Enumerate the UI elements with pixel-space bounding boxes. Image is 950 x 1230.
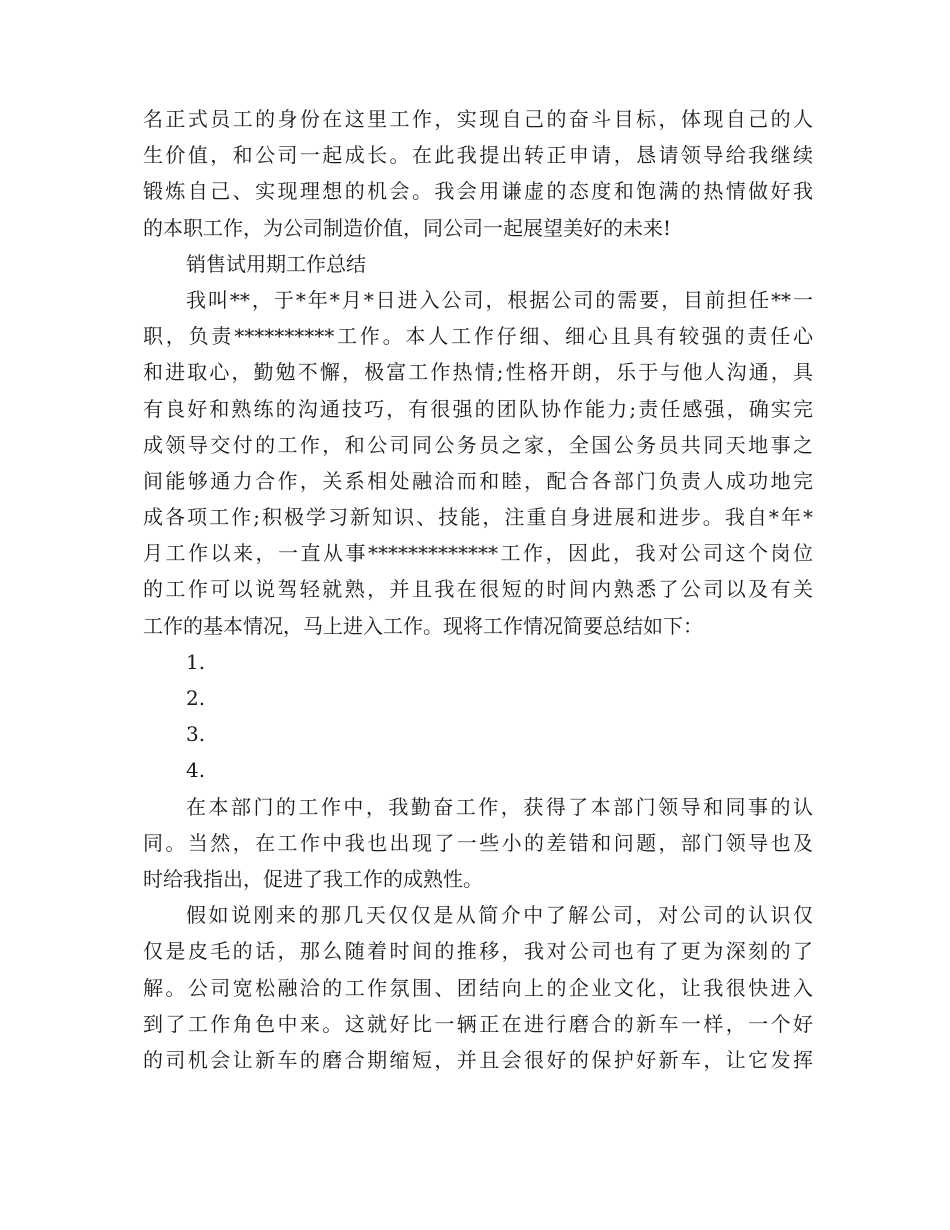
paragraph-line: 时给我指出，促进了我工作的成熟性。 <box>143 866 483 891</box>
paragraph-line: 有良好和熟练的沟通技巧，有很强的团队协作能力;责任感强，确实完 <box>143 396 813 421</box>
paragraph-line: 和进取心，勤勉不懈，极富工作热情;性格开朗，乐于与他人沟通，具 <box>143 360 813 385</box>
paragraph-line: 生价值，和公司一起成长。在此我提出转正申请，恳请领导给我继续 <box>143 143 813 168</box>
paragraph-line: 仅是皮毛的话，那么随着时间的推移，我对公司也有了更为深刻的了 <box>143 939 813 964</box>
paragraph-line: 假如说刚来的那几天仅仅是从简介中了解公司，对公司的认识仅 <box>186 903 813 928</box>
paragraph-line: 到了工作角色中来。这就好比一辆正在进行磨合的新车一样，一个好 <box>143 1011 813 1036</box>
paragraph-line: 的司机会让新车的磨合期缩短，并且会很好的保护好新车，让它发挥 <box>143 1047 813 1072</box>
paragraph-line: 在本部门的工作中，我勤奋工作，获得了本部门领导和同事的认 <box>186 794 813 819</box>
paragraph-line: 名正式员工的身份在这里工作，实现自己的奋斗目标，体现自己的人 <box>143 107 813 131</box>
paragraph-line: 的工作可以说驾轻就熟，并且我在很短的时间内熟悉了公司以及有关 <box>143 577 813 602</box>
paragraph-line: 锻炼自己、实现理想的机会。我会用谦虚的态度和饱满的热情做好我 <box>143 179 813 204</box>
paragraph-line: 解。公司宽松融洽的工作氛围、团结向上的企业文化，让我很快进入 <box>143 975 813 1000</box>
section-title: 销售试用期工作总结 <box>186 251 366 276</box>
paragraph-line: 成领导交付的工作，和公司同公务员之家，全国公务员共同天地事之 <box>143 432 813 457</box>
list-item: 4. <box>186 758 206 783</box>
paragraph-line: 月工作以来，一直从事*************工作，因此，我对公司这个岗位 <box>143 541 813 566</box>
paragraph-line: 同。当然，在工作中我也出现了一些小的差错和问题，部门领导也及 <box>143 830 813 855</box>
list-item: 3. <box>186 722 206 747</box>
paragraph-line: 职，负责**********工作。本人工作仔细、细心且具有较强的责任心 <box>143 324 813 349</box>
paragraph-line: 的本职工作，为公司制造价值，同公司一起展望美好的未来! <box>143 215 672 240</box>
list-item: 1. <box>186 649 206 674</box>
paragraph-line: 成各项工作;积极学习新知识、技能，注重自身进展和进步。我自*年* <box>143 505 813 530</box>
list-item: 2. <box>186 686 206 710</box>
paragraph-line: 工作的基本情况，马上进入工作。现将工作情况简要总结如下： <box>143 613 703 638</box>
paragraph-line: 我叫**，于*年*月*日进入公司，根据公司的需要，目前担任**一 <box>186 287 813 312</box>
document-body <box>143 101 813 1078</box>
paragraph-line: 间能够通力合作，关系相处融洽而和睦，配合各部门负责人成功地完 <box>143 468 813 493</box>
